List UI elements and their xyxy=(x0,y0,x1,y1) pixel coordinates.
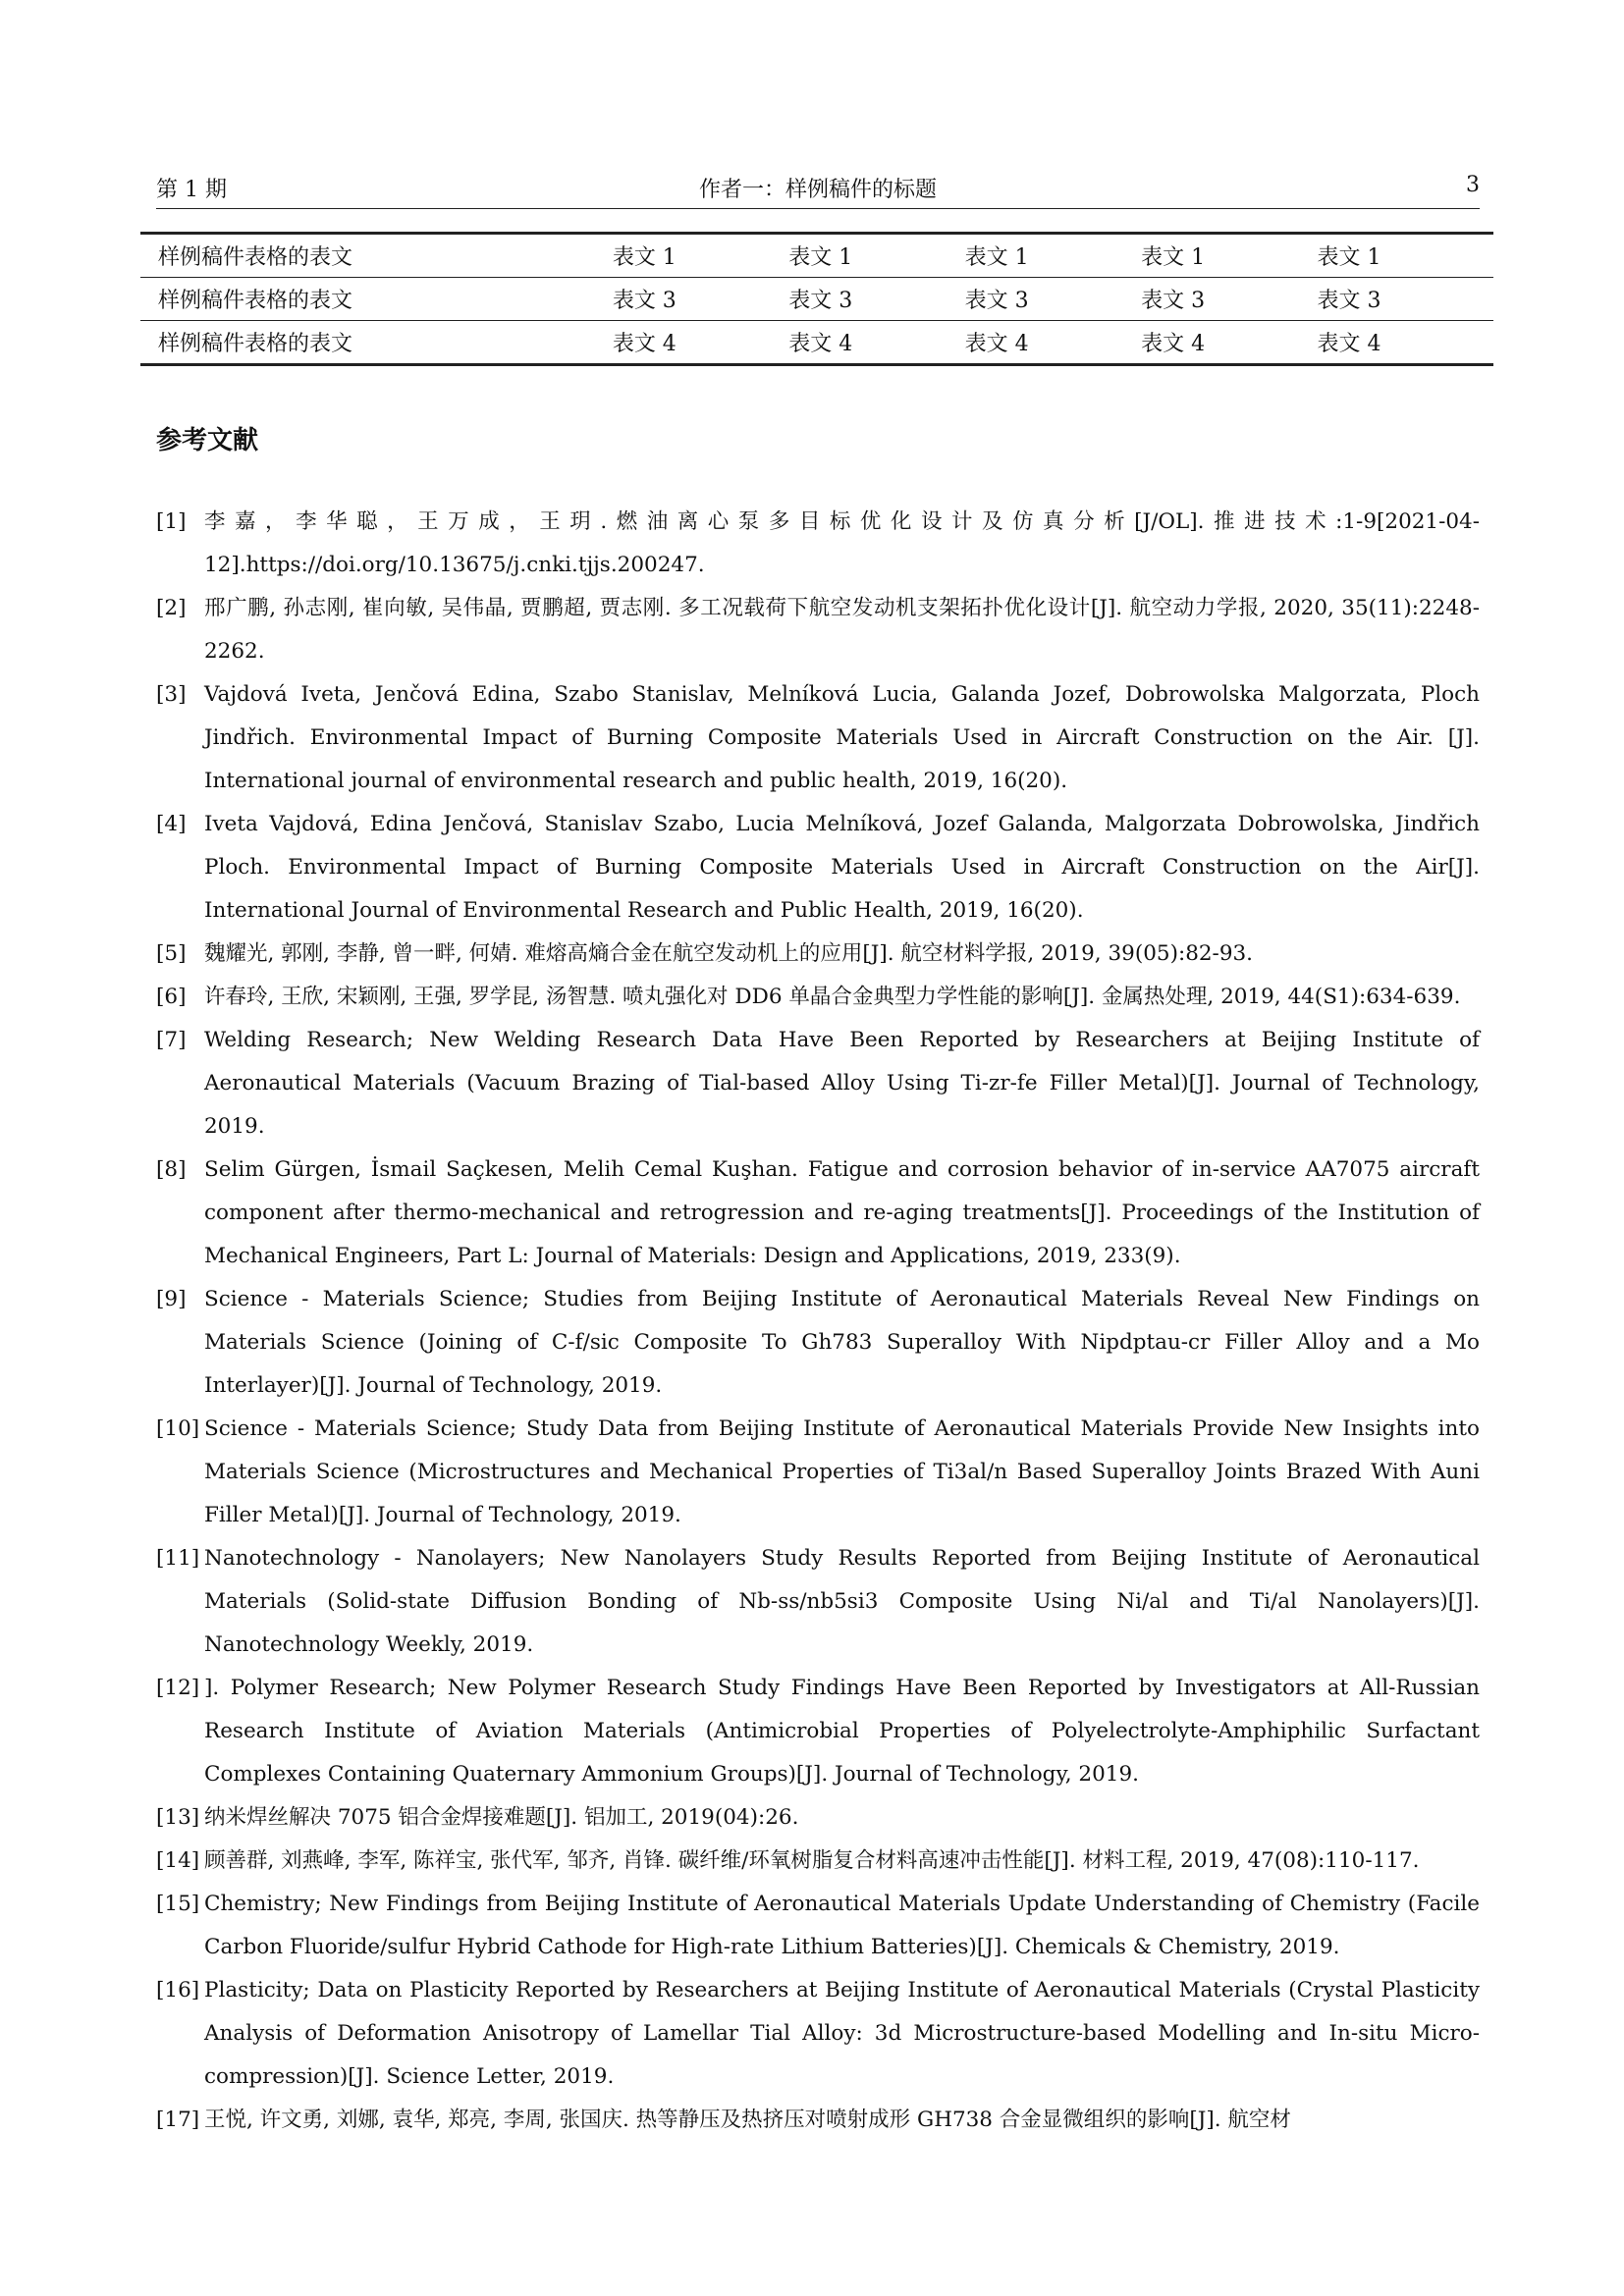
reference-number: [10] xyxy=(156,1416,200,1441)
reference-text: 纳米焊丝解决 7075 铝合金焊接难题[J]. 铝加工, 2019(04):26. xyxy=(204,1805,799,1830)
reference-number: [13] xyxy=(156,1805,200,1830)
table-cell: 样例稿件表格的表文 xyxy=(158,245,353,270)
table-cell: 表文 4 xyxy=(788,321,964,365)
reference-text: 邢广鹏, 孙志刚, 崔向敏, 吴伟晶, 贾鹏超, 贾志刚. 多工况载荷下航空发动机支架拓扑优化设计[J]. 航空动力学报, 2020, 35(11):2248-2262. xyxy=(204,596,1480,664)
reference-number: [17] xyxy=(156,2108,200,2132)
table-cell: 表文 3 xyxy=(788,278,964,321)
reference-number: [6] xyxy=(156,985,187,1009)
reference-number: [2] xyxy=(156,596,187,620)
reference-list xyxy=(156,501,1480,2142)
references-heading: 参考文献 xyxy=(156,426,259,455)
reference-item xyxy=(156,1969,1480,2099)
running-title: 作者一：样例稿件的标题 xyxy=(698,178,937,202)
table-cell: 表文 4 xyxy=(613,321,788,365)
reference-item xyxy=(156,673,1480,803)
reference-text: Nanotechnology - Nanolayers; New Nanolayers Study Results Reported from Beijing Institute of Aeronautical Materials (Solid-state Diffusion Bonding of Nb-ss/nb5si3 Composite Using Ni/al and Ti/al Nanolayers)[J]. Nanotechnology Weekly, 2019. xyxy=(204,1546,1480,1657)
page-number: 3 xyxy=(1466,173,1480,197)
table-cell: 表文 4 xyxy=(1141,321,1317,365)
reference-number: [9] xyxy=(156,1287,187,1311)
reference-number: [1] xyxy=(156,509,187,534)
data-table xyxy=(140,232,1493,366)
reference-item xyxy=(156,933,1480,976)
reference-text: Selim Gürgen, İsmail Saçkesen, Melih Cemal Kuşhan. Fatigue and corrosion behavior of in-service AA7075 aircraft component after thermo-mechanical and retrogression and re-aging treatments[J]. Proceedings of the Institution of Mechanical Engineers, Part L: Journal of Materials: Design and Applications, 2019, 233(9). xyxy=(204,1157,1480,1268)
reference-item xyxy=(156,1840,1480,1883)
reference-text: Iveta Vajdová, Edina Jenčová, Stanislav Szabo, Lucia Melníková, Jozef Galanda, Malgorzata Dobrowolska, Jindřich Ploch. Environmental Impact of Burning Composite Materials Used in Aircraft Construction on the Air[J]. International Journal of Environmental Research and Public Health, 2019, 16(20). xyxy=(204,812,1480,923)
reference-item xyxy=(156,1148,1480,1278)
reference-number: [16] xyxy=(156,1978,200,2002)
reference-item xyxy=(156,2099,1480,2142)
reference-item xyxy=(156,976,1480,1019)
table-cell: 表文 3 xyxy=(965,278,1141,321)
reference-number: [11] xyxy=(156,1546,200,1571)
reference-number: [4] xyxy=(156,812,187,836)
reference-text: Vajdová Iveta, Jenčová Edina, Szabo Stanislav, Melníková Lucia, Galanda Jozef, Dobrowolska Malgorzata, Ploch Jindřich. Environmental Impact of Burning Composite Materials Used in Aircraft Construction on the Air. [J]. International journal of environmental research and public health, 2019, 16(20). xyxy=(204,682,1480,793)
reference-number: [7] xyxy=(156,1028,187,1052)
table-row xyxy=(140,321,1493,365)
table-cell: 表文 1 xyxy=(964,245,1029,270)
reference-item xyxy=(156,587,1480,673)
reference-number: [15] xyxy=(156,1892,200,1916)
reference-item xyxy=(156,1667,1480,1796)
reference-text: Science - Materials Science; Study Data from Beijing Institute of Aeronautical Materials Provide New Insights into Materials Science (Microstructures and Mechanical Properties of Ti3al/n Based Superalloy Joints Brazed With Auni Filler Metal)[J]. Journal of Technology, 2019. xyxy=(204,1416,1480,1527)
reference-text: 顾善群, 刘燕峰, 李军, 陈祥宝, 张代军, 邹齐, 肖锋. 碳纤维/环氧树脂复合材料高速冲击性能[J]. 材料工程, 2019, 47(08):110-117. xyxy=(204,1848,1420,1873)
table-cell: 表文 4 xyxy=(965,321,1141,365)
reference-text: Chemistry; New Findings from Beijing Institute of Aeronautical Materials Update Understanding of Chemistry (Facile Carbon Fluoride/sulfur Hybrid Cathode for High-rate Lithium Batteries)[J]. Chemicals & Chemistry, 2019. xyxy=(204,1892,1480,1959)
reference-text: 李嘉，李华聪，王万成，王玥.燃油离心泵多目标优化设计及仿真分析[J/OL].推进技术:1-9[2021-04-12].https://doi.org/10.13675/j.cnki.tjjs.200247. xyxy=(204,509,1480,577)
table-cell: 表文 1 xyxy=(1141,245,1206,270)
table-cell: 表文 1 xyxy=(788,245,853,270)
reference-item xyxy=(156,1883,1480,1969)
reference-number: [12] xyxy=(156,1676,200,1700)
reference-text: Science - Materials Science; Studies from Beijing Institute of Aeronautical Materials Reveal New Findings on Materials Science (Joining of C-f/sic Composite To Gh783 Superalloy With Nipdptau-cr Filler Alloy and a Mo Interlayer)[J]. Journal of Technology, 2019. xyxy=(204,1287,1480,1398)
table-cell: 表文 4 xyxy=(1318,321,1494,365)
table-cell: 表文 3 xyxy=(613,278,788,321)
table-cell: 表文 1 xyxy=(612,245,677,270)
reference-item xyxy=(156,501,1480,587)
reference-item xyxy=(156,803,1480,933)
table-cell: 样例稿件表格的表文 xyxy=(140,321,613,365)
table-cell: 表文 3 xyxy=(1318,278,1494,321)
issue-label: 第 1 期 xyxy=(156,178,227,202)
reference-text: 许春玲, 王欣, 宋颖刚, 王强, 罗学昆, 汤智慧. 喷丸强化对 DD6 单晶合金典型力学性能的影响[J]. 金属热处理, 2019, 44(S1):634-639. xyxy=(204,985,1461,1009)
reference-item xyxy=(156,1796,1480,1840)
reference-item xyxy=(156,1408,1480,1537)
reference-item xyxy=(156,1537,1480,1667)
table-row xyxy=(140,278,1493,321)
reference-number: [8] xyxy=(156,1157,187,1182)
reference-number: [3] xyxy=(156,682,187,707)
sample-table xyxy=(140,232,1493,366)
reference-item xyxy=(156,1019,1480,1148)
reference-number: [5] xyxy=(156,941,187,966)
reference-text: Plasticity; Data on Plasticity Reported by Researchers at Beijing Institute of Aeronautical Materials (Crystal Plasticity Analysis of Deformation Anisotropy of Lamellar Tial Alloy: 3d Microstructure-based Modelling and In-situ Micro-compression)[J]. Science Letter, 2019. xyxy=(204,1978,1480,2089)
running-header xyxy=(156,173,1480,212)
reference-text: 魏耀光, 郭刚, 李静, 曾一畔, 何婧. 难熔高熵合金在航空发动机上的应用[J]. 航空材料学报, 2019, 39(05):82-93. xyxy=(204,941,1254,966)
reference-text: Welding Research; New Welding Research Data Have Been Reported by Researchers at Beijing Institute of Aeronautical Materials (Vacuum Brazing of Tial-based Alloy Using Ti-zr-fe Filler Metal)[J]. Journal of Technology, 2019. xyxy=(204,1028,1480,1139)
reference-text: ]. Polymer Research; New Polymer Research Study Findings Have Been Reported by Investigators at All-Russian Research Institute of Aviation Materials (Antimicrobial Properties of Polyelectrolyte-Amphiphilic Surfactant Complexes Containing Quaternary Ammonium Groups)[J]. Journal of Technology, 2019. xyxy=(204,1676,1480,1787)
reference-item xyxy=(156,1278,1480,1408)
reference-number: [14] xyxy=(156,1848,200,1873)
table-row xyxy=(140,234,1493,278)
header-divider xyxy=(156,208,1480,209)
table-cell: 表文 3 xyxy=(1141,278,1317,321)
table-cell: 表文 1 xyxy=(1317,245,1381,270)
reference-text: 王悦, 许文勇, 刘娜, 袁华, 郑亮, 李周, 张国庆. 热等静压及热挤压对喷射成形 GH738 合金显微组织的影响[J]. 航空材 xyxy=(204,2108,1291,2132)
table-cell: 样例稿件表格的表文 xyxy=(140,278,613,321)
